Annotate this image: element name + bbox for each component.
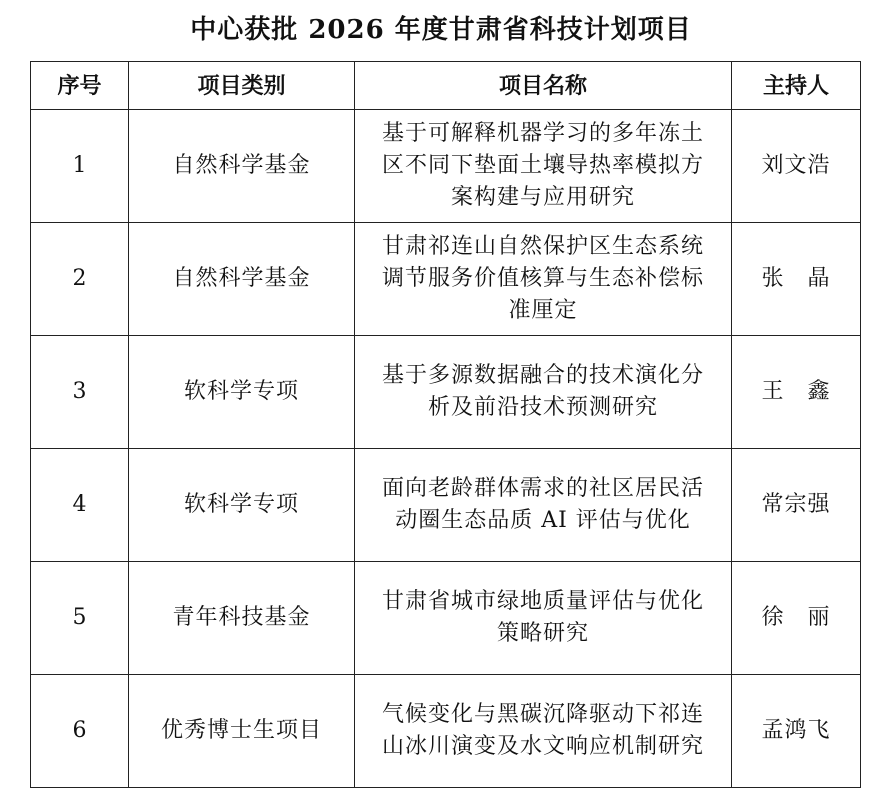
cell-serial-number: 4 — [31, 449, 129, 562]
table-header-row — [31, 62, 861, 110]
cell-serial-number: 3 — [31, 336, 129, 449]
project-table — [30, 61, 861, 788]
document-title: 中心获批 2026 年度甘肃省科技计划项目 — [190, 15, 692, 45]
cell-project-category: 软科学专项 — [129, 449, 355, 562]
table-row — [31, 110, 861, 223]
cell-project-name: 气候变化与黑碳沉降驱动下祁连山冰川演变及水文响应机制研究 — [355, 675, 732, 788]
cell-project-category: 自然科学基金 — [129, 110, 355, 223]
table-row — [31, 675, 861, 788]
cell-project-name: 基于可解释机器学习的多年冻土区不同下垫面土壤导热率模拟方案构建与应用研究 — [355, 110, 732, 223]
cell-project-name: 甘肃祁连山自然保护区生态系统调节服务价值核算与生态补偿标准厘定 — [355, 223, 732, 336]
cell-serial-number: 6 — [31, 675, 129, 788]
cell-project-leader: 徐 丽 — [732, 562, 861, 675]
header-project-name: 项目名称 — [355, 62, 732, 110]
table-row — [31, 562, 861, 675]
header-serial-number: 序号 — [31, 62, 129, 110]
cell-project-name: 甘肃省城市绿地质量评估与优化策略研究 — [355, 562, 732, 675]
cell-project-name: 面向老龄群体需求的社区居民活动圈生态品质 AI 评估与优化 — [355, 449, 732, 562]
cell-project-leader: 孟鸿飞 — [732, 675, 861, 788]
cell-project-category: 自然科学基金 — [129, 223, 355, 336]
cell-project-leader: 刘文浩 — [732, 110, 861, 223]
cell-project-leader: 张 晶 — [732, 223, 861, 336]
table-row — [31, 223, 861, 336]
cell-project-leader: 王 鑫 — [732, 336, 861, 449]
cell-project-category: 优秀博士生项目 — [129, 675, 355, 788]
cell-project-name: 基于多源数据融合的技术演化分析及前沿技术预测研究 — [355, 336, 732, 449]
cell-project-category: 青年科技基金 — [129, 562, 355, 675]
cell-serial-number: 2 — [31, 223, 129, 336]
cell-project-leader: 常宗强 — [732, 449, 861, 562]
header-project-leader: 主持人 — [732, 62, 861, 110]
cell-serial-number: 5 — [31, 562, 129, 675]
table-row — [31, 449, 861, 562]
table-row — [31, 336, 861, 449]
cell-serial-number: 1 — [31, 110, 129, 223]
cell-project-category: 软科学专项 — [129, 336, 355, 449]
header-project-category: 项目类别 — [129, 62, 355, 110]
